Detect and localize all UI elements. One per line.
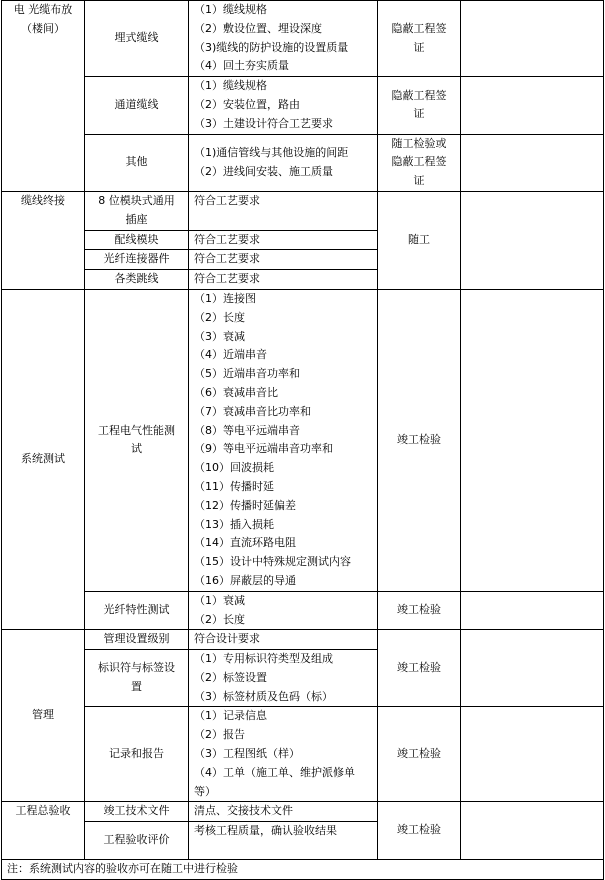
content-line: （3)缆线的防护设施的设置质量	[194, 40, 349, 54]
category-text: 缆线终接	[21, 193, 65, 207]
remark-cell	[461, 1, 604, 77]
content-cell	[189, 591, 378, 630]
content-line: （1)通信管线与其他设施的间距	[194, 145, 349, 159]
item-cell	[85, 1, 189, 77]
content-line: 清点、交接技术文件	[194, 804, 293, 818]
method-text: 竣工检验	[397, 823, 441, 837]
item-text: 配线模块	[114, 232, 159, 246]
category-cell	[2, 191, 85, 289]
item-text: 光纤连接器件	[103, 252, 170, 266]
content-line: 考核工程质量，确认验收结果	[194, 824, 337, 838]
category-cell	[2, 630, 85, 802]
item-text: 工程验收评价	[103, 833, 170, 847]
item-cell	[85, 802, 189, 822]
item-text: 试	[131, 442, 142, 456]
table-row	[2, 802, 604, 822]
method-text: 竣工检验	[397, 747, 441, 761]
content-cell	[189, 630, 378, 650]
content-line: （11）传播时延	[194, 479, 274, 493]
method-cell	[378, 77, 461, 134]
method-text: 证	[413, 107, 425, 121]
content-line: （1）缆线规格	[194, 3, 267, 16]
method-cell	[378, 191, 461, 289]
remark-cell	[461, 591, 604, 630]
content-cell	[189, 1, 378, 77]
content-cell	[189, 134, 378, 191]
content-line: 符合设计要求	[194, 632, 260, 646]
content-line: 符合工艺要求	[194, 252, 260, 266]
item-cell	[85, 230, 189, 250]
content-line: （1）记录信息	[194, 709, 267, 723]
content-line: （3）土建设计符合工艺要求	[194, 116, 333, 130]
item-cell	[85, 289, 189, 591]
content-line: 符合工艺要求	[194, 232, 260, 246]
content-line: （8）等电平远端串音	[194, 423, 300, 437]
content-line: （3）工程图纸（样）	[194, 747, 300, 761]
content-cell	[189, 270, 378, 290]
method-cell	[378, 134, 461, 191]
acceptance-table	[1, 0, 604, 880]
method-text: 隐蔽工程签	[391, 155, 447, 169]
table-row	[2, 707, 604, 802]
item-cell	[85, 191, 189, 230]
item-text: 8 位模块式通用	[98, 193, 175, 207]
content-line: （15）设计中特殊规定测试内容	[194, 555, 351, 569]
category-text: 工程总验收	[15, 804, 71, 818]
content-cell	[189, 250, 378, 270]
content-line: （2）长度	[194, 310, 245, 324]
remark-cell	[461, 191, 604, 289]
item-cell	[85, 630, 189, 650]
item-text: 竣工技术文件	[103, 804, 170, 818]
content-cell	[189, 230, 378, 250]
content-line: （9）等电平远端串音功率和	[194, 442, 333, 456]
content-cell	[189, 802, 378, 822]
category-cell	[2, 289, 85, 629]
item-text: 各类跳线	[114, 272, 159, 286]
category-cell	[2, 1, 85, 192]
content-line: （4）回土夯实质量	[194, 59, 289, 73]
content-cell	[189, 77, 378, 134]
method-cell	[378, 630, 461, 707]
content-cell	[189, 707, 378, 802]
content-line: 符合工艺要求	[194, 272, 260, 286]
remark-cell	[461, 802, 604, 860]
content-line: （1）专用标识符类型及组成	[194, 652, 333, 666]
method-text: 证	[413, 174, 425, 188]
method-text: 竣工检验	[397, 603, 441, 617]
item-cell	[85, 822, 189, 860]
table-row	[2, 77, 604, 134]
content-line: （2）敷设位置、埋设深度	[194, 21, 322, 35]
category-cell	[2, 802, 85, 860]
remark-cell	[461, 289, 604, 591]
content-line: （2）长度	[194, 612, 245, 626]
content-cell	[189, 289, 378, 591]
content-line: （2）进线间安装、施工质量	[194, 164, 333, 178]
method-text: 竣工检验	[397, 660, 441, 674]
item-text: 管理设置级别	[103, 632, 170, 646]
method-text: 竣工检验	[397, 432, 441, 446]
item-text: 标识符与标签设	[98, 661, 175, 675]
content-line: （2）标签设置	[194, 670, 267, 684]
content-line: （6）衰减串音比	[194, 385, 278, 399]
content-cell	[189, 822, 378, 860]
remark-cell	[461, 77, 604, 134]
table-row	[2, 134, 604, 191]
content-line: （4）工单（施工单、维护派修单	[194, 765, 355, 779]
method-cell	[378, 289, 461, 591]
category-text: 系统测试	[21, 452, 65, 466]
content-line: 等）	[194, 784, 216, 798]
category-text: 电 光缆布放	[13, 3, 73, 16]
content-line: （1）衰减	[194, 593, 245, 607]
content-line: （5）近端串音功率和	[194, 367, 300, 381]
item-text: 工程电气性能测	[98, 423, 175, 437]
item-cell	[85, 77, 189, 134]
remark-cell	[461, 134, 604, 191]
content-cell	[189, 191, 378, 230]
content-line: （16）屏蔽层的导通	[194, 573, 296, 587]
item-text: 光纤特性测试	[103, 603, 170, 617]
item-cell	[85, 134, 189, 191]
content-line: （13）插入损耗	[194, 517, 274, 531]
table-row	[2, 591, 604, 630]
item-cell	[85, 270, 189, 290]
item-text: 通道缆线	[114, 97, 159, 111]
item-text: 记录和报告	[109, 747, 164, 761]
item-cell	[85, 591, 189, 630]
method-text: 随工检验或	[391, 136, 447, 150]
content-line: 符合工艺要求	[194, 193, 260, 207]
item-cell	[85, 650, 189, 707]
method-text: 随工	[408, 233, 430, 247]
item-cell	[85, 250, 189, 270]
method-cell	[378, 1, 461, 77]
category-text: （楼间）	[21, 21, 65, 35]
category-text: 管理	[32, 708, 54, 722]
item-text: 置	[131, 680, 142, 694]
content-line: （3）衰减	[194, 329, 245, 343]
table-row	[2, 1, 604, 77]
item-text: 插座	[125, 212, 148, 226]
note-text: 注：系统测试内容的验收亦可在随工中进行检验	[7, 862, 238, 876]
content-line: （7）衰减串音比功率和	[194, 404, 311, 418]
method-cell	[378, 591, 461, 630]
table-row	[2, 289, 604, 591]
content-line: （2）安装位置，路由	[194, 97, 300, 111]
remark-cell	[461, 630, 604, 707]
item-cell	[85, 707, 189, 802]
content-line: （10）回波损耗	[194, 461, 274, 475]
content-line: （12）传播时延偏差	[194, 498, 296, 512]
content-line: （14）直流环路电阻	[194, 536, 296, 550]
content-line: （3）标签材质及色码（标）	[194, 689, 333, 703]
method-cell	[378, 802, 461, 860]
method-text: 隐蔽工程签	[391, 21, 447, 35]
table-row	[2, 191, 604, 230]
method-text: 证	[413, 40, 425, 54]
content-line: （4）近端串音	[194, 348, 267, 362]
remark-cell	[461, 707, 604, 802]
method-text: 隐蔽工程签	[391, 88, 447, 102]
item-text: 埋式缆线	[114, 31, 159, 45]
table-row	[2, 630, 604, 650]
content-line: （1）缆线规格	[194, 79, 267, 93]
method-cell	[378, 707, 461, 802]
content-cell	[189, 650, 378, 707]
item-text: 其他	[125, 155, 148, 169]
content-line: （2）报告	[194, 728, 245, 742]
content-line: （1）连接图	[194, 291, 256, 305]
